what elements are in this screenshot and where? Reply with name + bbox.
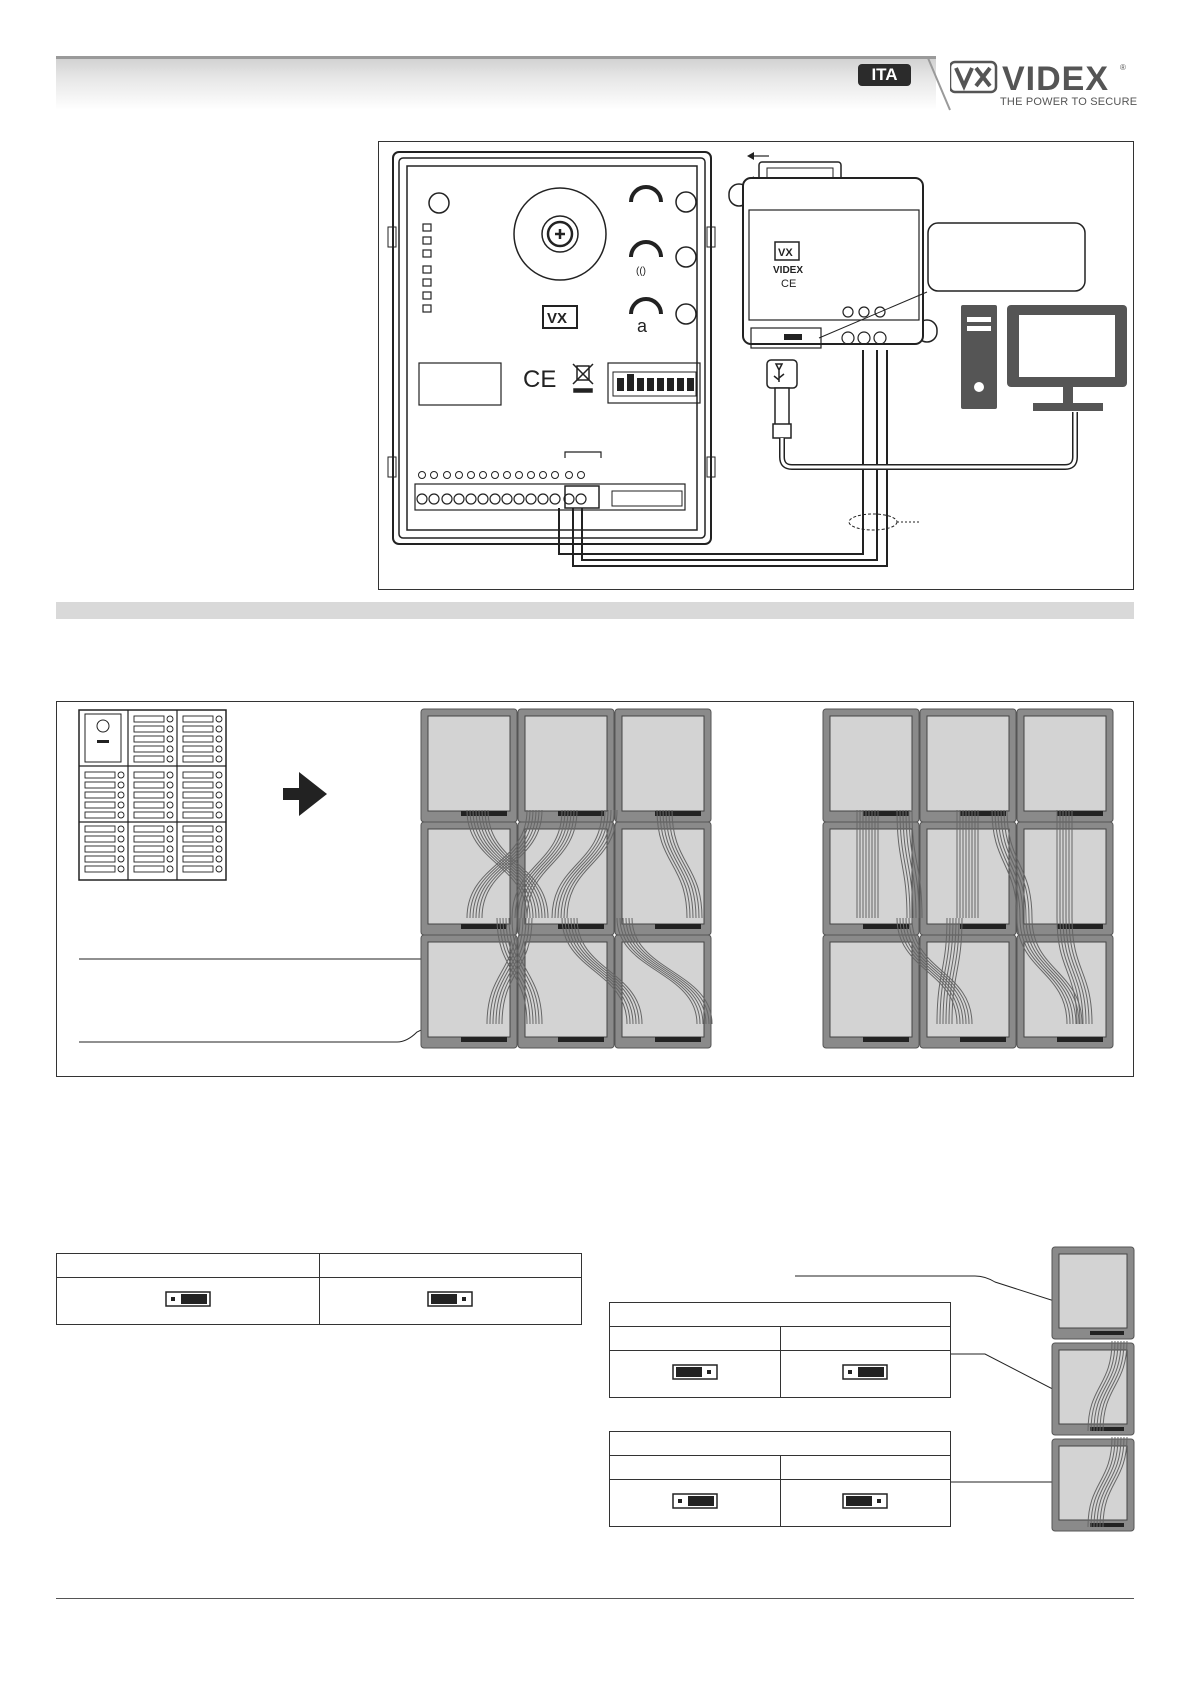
interface-brand: VIDEX xyxy=(773,265,804,276)
panel-ce-mark: CE xyxy=(523,366,557,393)
weee-icon xyxy=(573,364,593,392)
jumper-setting-icon xyxy=(165,1291,211,1312)
module-cell xyxy=(518,935,614,1048)
module-cell xyxy=(920,709,1016,822)
jumper-table-a xyxy=(56,1253,582,1325)
usb-icon xyxy=(767,360,797,438)
svg-text:VX: VX xyxy=(778,247,793,259)
panel-logo: VX xyxy=(547,310,568,327)
section-heading-bar xyxy=(56,602,1134,619)
module-cell xyxy=(920,935,1016,1048)
jumper-table-b xyxy=(609,1302,951,1398)
stack-module xyxy=(1052,1343,1134,1435)
module-layout-diagram xyxy=(57,702,1135,1078)
module-layout-figure xyxy=(56,701,1134,1077)
module-cell xyxy=(1017,822,1113,935)
module-cell xyxy=(1017,709,1113,822)
stack-module xyxy=(1052,1247,1134,1339)
wiring-diagram xyxy=(379,142,1135,591)
brand-name: VIDEX xyxy=(1002,60,1110,98)
wiring-figure xyxy=(378,141,1134,590)
module-cell xyxy=(823,709,919,822)
svg-text:((): (() xyxy=(636,266,646,277)
header-rule xyxy=(56,56,936,59)
right-arrow-icon xyxy=(283,772,327,816)
svg-text:®: ® xyxy=(1120,63,1126,72)
interface-ce: CE xyxy=(781,278,797,290)
module-cell xyxy=(518,709,614,822)
jumper-setting-icon xyxy=(672,1493,718,1514)
module-cell xyxy=(615,935,711,1048)
module-cell xyxy=(823,935,919,1048)
desktop-computer-icon xyxy=(961,305,1127,411)
jumper-setting-icon xyxy=(842,1364,888,1385)
header-band xyxy=(56,56,936,110)
module-cell xyxy=(421,709,517,822)
module-stack xyxy=(1050,1245,1136,1535)
country-badge: ITA xyxy=(858,64,911,86)
footer-rule xyxy=(56,1598,1134,1599)
stack-module xyxy=(1052,1439,1134,1531)
module-cell xyxy=(615,709,711,822)
svg-text:a: a xyxy=(637,316,648,336)
jumper-setting-icon xyxy=(427,1291,473,1312)
jumper-setting-icon xyxy=(842,1493,888,1514)
brand-tagline: THE POWER TO SECURE xyxy=(1000,96,1138,108)
jumper-table-c xyxy=(609,1431,951,1527)
jumper-setting-icon xyxy=(672,1364,718,1385)
